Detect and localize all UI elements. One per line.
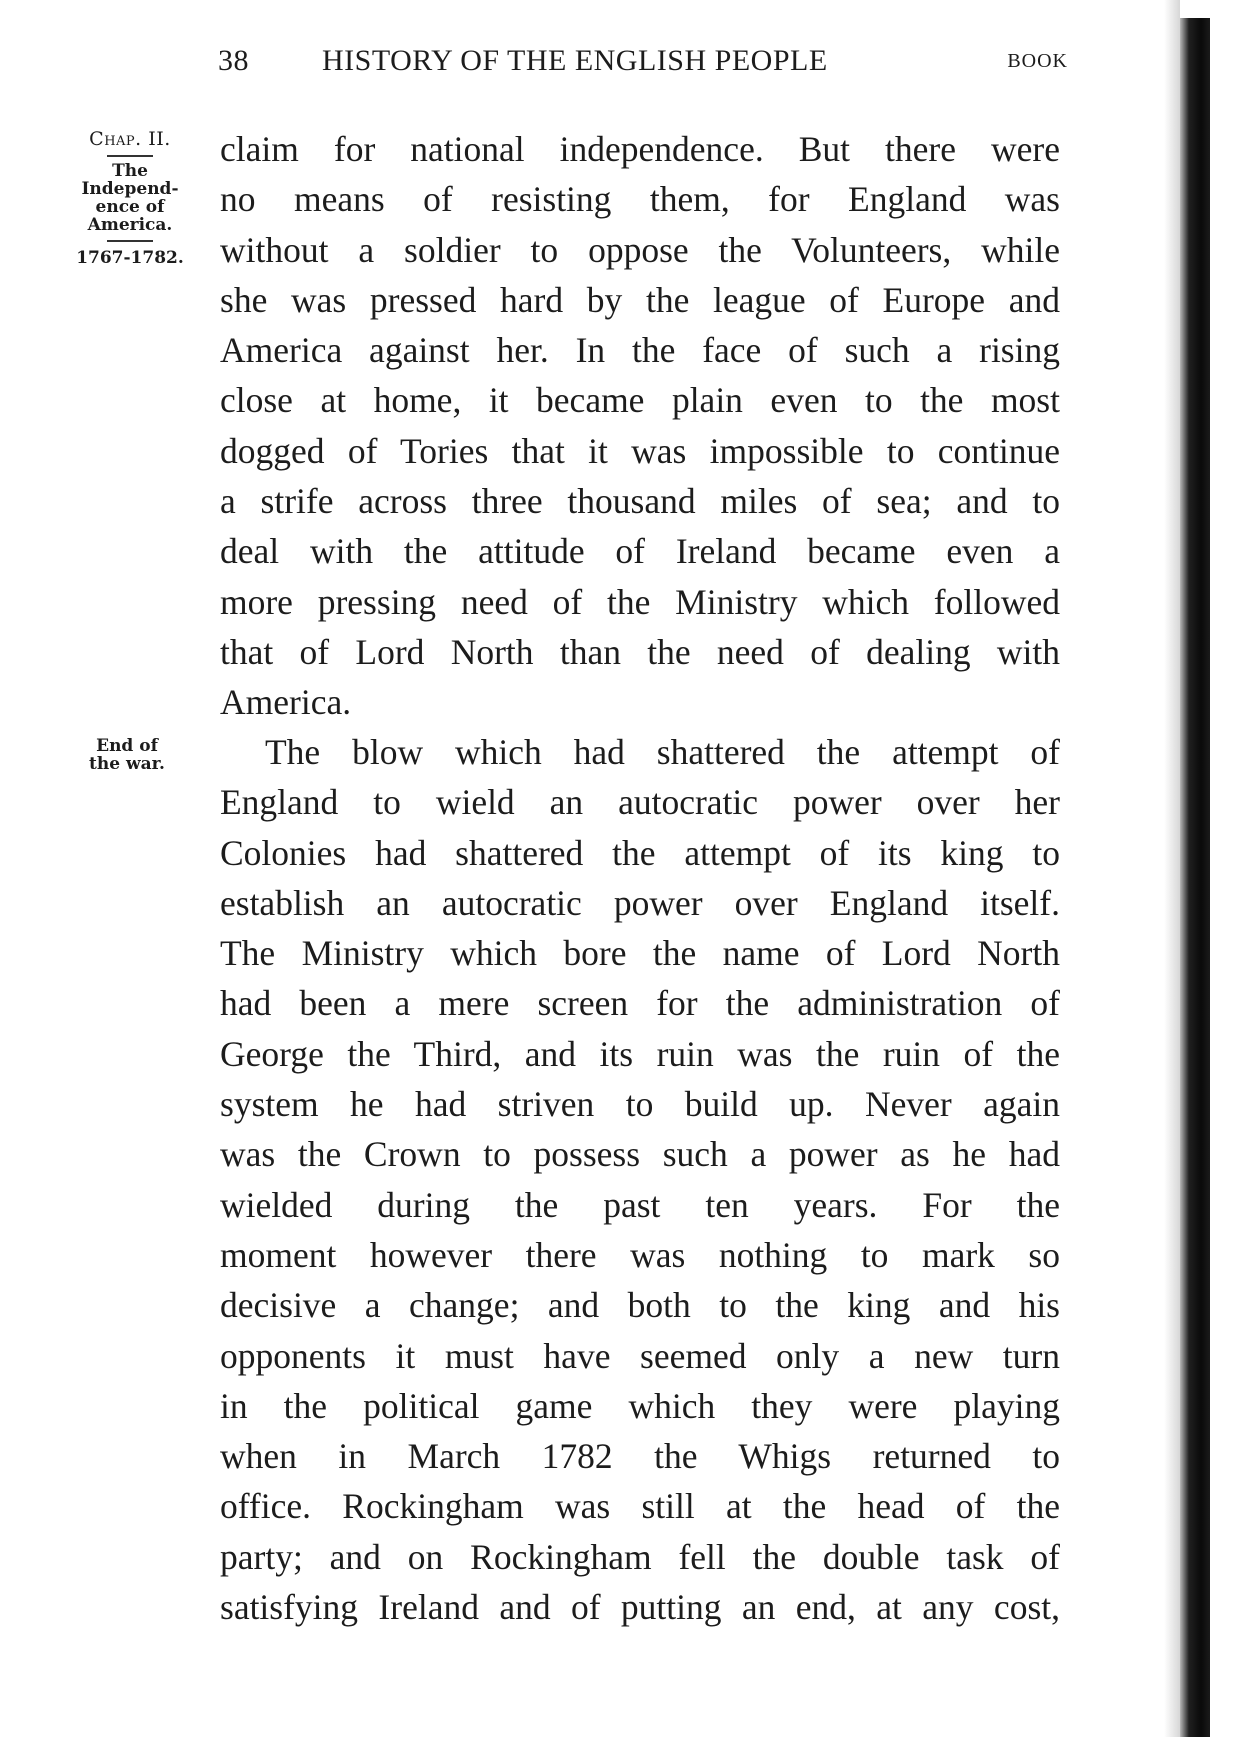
binding-shadow	[1164, 0, 1180, 1737]
sidenote-rule	[107, 155, 153, 157]
text-line: in the political game which they were playing	[220, 1385, 1060, 1426]
text-line: office. Rockingham was still at the head of the	[220, 1486, 1060, 1527]
sidenote-subject-line: The	[112, 161, 148, 181]
text-line: dogged of Tories that it was impossible to continue	[220, 430, 1060, 471]
running-title: HISTORY OF THE ENGLISH PEOPLE	[322, 44, 828, 77]
sidenote-end-of-war	[72, 738, 182, 774]
sidenote-subject-line: America.	[87, 214, 173, 235]
text-line: America.	[220, 682, 352, 723]
text-line: that of Lord North than the need of dealing with	[220, 631, 1060, 672]
text-line: a strife across three thousand miles of sea; and to	[220, 481, 1060, 522]
sidenote-dates: 1767-1782.	[76, 248, 184, 269]
text-line: The Ministry which bore the name of Lord North	[220, 933, 1060, 974]
binding-edge	[1180, 18, 1210, 1737]
text-line: was the Crown to possess such a power as he had	[220, 1134, 1060, 1175]
text-line: moment however there was nothing to mark so	[220, 1234, 1060, 1275]
text-line: Colonies had shattered the attempt of its king to	[220, 832, 1060, 873]
text-line: establish an autocratic power over England itself.	[220, 882, 1060, 923]
text-line: more pressing need of the Ministry which followed	[220, 581, 1060, 622]
text-line: wielded during the past ten years. For the	[220, 1184, 1060, 1225]
chapter-label: Chap. II.	[89, 128, 171, 150]
text-line: satisfying Ireland and of putting an end, at any cost,	[220, 1587, 1060, 1628]
sidenote-end-of-war-line: the war.	[89, 753, 165, 774]
sidenote-subject-line: Independ-	[81, 178, 179, 199]
text-line: George the Third, and its ruin was the ruin of the	[220, 1033, 1060, 1074]
book-label: BOOK	[1007, 50, 1068, 72]
text-line: without a soldier to oppose the Volunteers, while	[220, 229, 1060, 270]
text-line: had been a mere screen for the administration of	[220, 983, 1060, 1024]
text-line: America against her. In the face of such a rising	[220, 330, 1060, 371]
text-line: when in March 1782 the Whigs returned to	[220, 1436, 1060, 1477]
text-line: The blow which had shattered the attempt of	[265, 732, 1060, 772]
sidenote-rule	[107, 240, 153, 242]
sidenote-subject-line: ence of	[95, 196, 165, 217]
text-line: close at home, it became plain even to the most	[220, 380, 1060, 421]
text-line: system he had striven to build up. Never again	[220, 1084, 1060, 1125]
text-line: England to wield an autocratic power over her	[220, 782, 1060, 823]
sidenote-end-of-war-line: End of	[96, 736, 158, 756]
paragraph-1	[220, 124, 1060, 728]
text-line: decisive a change; and both to the king and his	[220, 1285, 1060, 1326]
text-line: claim for national independence. But there were	[220, 129, 1060, 169]
paragraph-2	[220, 727, 1060, 1632]
sidenote-chapter-block	[60, 130, 200, 267]
text-line: she was pressed hard by the league of Europe and	[220, 279, 1060, 320]
text-line: opponents it must have seemed only a new turn	[220, 1335, 1060, 1376]
text-line: party; and on Rockingham fell the double task of	[220, 1536, 1060, 1577]
running-head	[218, 44, 1068, 84]
text-line: no means of resisting them, for England was	[220, 179, 1060, 220]
text-line: deal with the attitude of Ireland became even a	[220, 531, 1060, 572]
page-number: 38	[218, 44, 249, 77]
